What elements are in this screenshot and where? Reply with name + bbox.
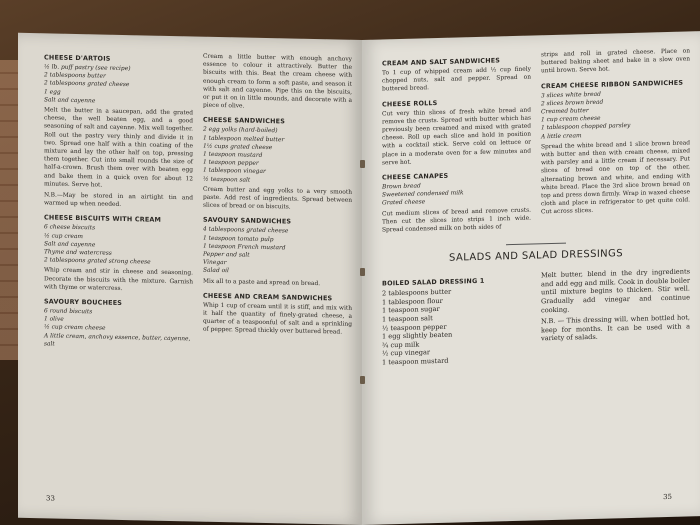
open-book <box>18 40 700 525</box>
recipe-method: Whip cream and stir in cheese and seasoning. Decorate the biscuits with the mixture. Garnish with thyme or watercress. <box>44 267 193 292</box>
recipe-method: Cream butter and egg yolks to a very smooth paste. Add rest of ingredients. Spread between slices of bread or on biscuits. <box>203 186 352 211</box>
recipe-title: CHEESE AND CREAM SANDWICHES <box>203 291 333 303</box>
ingredient: 1 egg slightly beaten <box>382 330 453 341</box>
ingredient: Brown bread <box>382 183 421 191</box>
ingredient: ¾ cup milk <box>382 340 420 350</box>
ingredient: 1 teaspoon French mustard <box>203 243 286 252</box>
ingredient: 1 teaspoon sugar <box>382 305 440 315</box>
ingredient: Pepper and salt <box>203 251 250 259</box>
ingredient: 1 egg <box>44 88 61 96</box>
recipe-method: Melt the butter in a saucepan, add the grated cheese, the well beaten egg, and a good seasoning of salt and cayenne. Mix well together. Roll out the pastry very thinly and divide it in two. Spread one half with a thin coating of the mixture and lay the other half on top, pressing them together. Cut into small rounds the size of half-a-crown. Brush them over with beaten egg and bake them in a quick oven for about 12 minutes. Serve hot. <box>44 107 193 189</box>
ingredient: 1 tablespoon chopped parsley <box>541 123 631 132</box>
recipe-title: SAVOURY SANDWICHES <box>203 216 292 226</box>
ingredient: ½ teaspoon pepper <box>382 322 447 333</box>
recipe-title: BOILED SALAD DRESSING 1 <box>382 277 485 288</box>
ingredient-list <box>382 286 531 367</box>
recipe-method: Mix all to a paste and spread on bread. <box>203 278 321 287</box>
ingredient: 1 olive <box>44 316 64 324</box>
staple <box>360 376 365 384</box>
ingredient: 6 cheese biscuits <box>44 224 96 232</box>
recipe-title: CHEESE CANAPES <box>382 171 449 182</box>
ingredient: ½ teaspoon salt <box>203 176 251 184</box>
boiled-dressing-method <box>541 266 690 363</box>
ingredient: 1 tablespoon melted butter <box>203 135 285 143</box>
ingredient: 2 tablespoons butter <box>44 72 106 80</box>
left-page <box>18 33 362 525</box>
recipe-method: Cut very thin slices of fresh white bread and remove the crusts. Spread with butter which has previously been creamed and mixed with grated cheese. Roll up each slice and hold in position with a cocktail stick. Serve cold on lettuce or place in a moderate oven for a few minutes and serve hot. <box>382 107 531 167</box>
ingredient: 2 slices brown bread <box>541 99 604 108</box>
ingredient: ½ cup vinegar <box>382 348 431 358</box>
ingredient: Thyme and watercress <box>44 249 112 257</box>
ingredient: Salt and cayenne <box>44 241 96 249</box>
recipe-title: CHEESE ROLLS <box>382 98 438 109</box>
left-column-2 <box>203 51 352 355</box>
left-page-number: 33 <box>46 494 55 503</box>
staple <box>360 268 365 276</box>
boiled-dressing-ingredients <box>382 270 531 367</box>
ingredient: 2 tablespoons grated cheese <box>44 80 130 89</box>
ingredient: 1 cup cream cheese <box>541 115 601 124</box>
recipe-method: Melt butter, blend in the dry ingredients and add egg and milk. Cook in double boiler until mixture begins to thicken. Stir well. Gradually add vinegar and continue cooking. <box>541 267 690 314</box>
recipe-title: CHEESE BISCUITS WITH CREAM <box>44 213 162 225</box>
right-page <box>362 31 700 525</box>
ingredient: Salad oil <box>203 268 229 275</box>
ingredient: 1 tablespoon flour <box>382 296 443 307</box>
right-page-number: 35 <box>663 492 672 502</box>
recipe-method: Cream a little butter with enough anchovy essence to colour it attractively. Butter the biscuits with this. Beat the cream cheese with enough cream to form a soft paste, and season it with salt and cayenne. Pipe this on the biscuits, or put it on in little mounds, and decorate with a piece of olive. <box>203 53 352 110</box>
left-column-1 <box>44 47 193 351</box>
ingredient: 1 teaspoon pepper <box>203 159 259 168</box>
ingredient: 3 slices white bread <box>541 91 601 99</box>
staple <box>360 160 365 168</box>
ingredient: Vinegar <box>203 259 227 267</box>
section-divider <box>506 243 566 246</box>
ingredient: 6 round biscuits <box>44 308 93 316</box>
recipe-title: CHEESE SANDWICHES <box>203 116 285 126</box>
ingredient: 2 tablespoons grated strong cheese <box>44 257 151 266</box>
recipe-title: SAVOURY BOUCHEES <box>44 297 123 308</box>
recipe-method: Whip 1 cup of cream until it is stiff, and mix with it half the quantity of finely-grated cheese, a quarter of a teaspoonful of salt and a sprinkling of pepper. Spread thickly over buttered bread. <box>203 302 352 337</box>
ingredient: 1 teaspoon mustard <box>203 151 263 159</box>
binding-staples <box>360 160 366 440</box>
ingredient: 2 tablespoons butter <box>382 287 452 298</box>
ingredient: Grated cheese <box>382 199 426 207</box>
recipe-title: CHEESE D'ARTOIS <box>44 53 111 63</box>
recipe-title: CREAM AND SALT SANDWICHES <box>382 56 501 68</box>
recipe-method: Spread the white bread and 1 slice brown bread with butter and then with cream cheese, mixed with parsley and a little cream if necessary. Put slices of bread one on top of the other, alternating brown and white, and ending with white bread. Place the 3rd slice brown bread on top and press down firmly. Wrap in waxed cheese cloth and place in refrigerator to get quite cold. Cut across slices. <box>541 140 690 216</box>
ingredient: ½ cup cream <box>44 232 84 240</box>
ingredient: A little cream, anchovy essence, butter, cayenne, salt <box>44 333 191 348</box>
recipe-method: strips and roll in grated cheese. Place on buttered baking sheet and bake in a slow oven until brown. Serve hot. <box>541 48 690 75</box>
ingredient: A little cream <box>541 132 582 140</box>
ingredient: ½ cup cream cheese <box>44 324 106 333</box>
recipe-note: N.B.—May be stored in an airtight tin and warmed up when needed. <box>44 192 193 209</box>
recipe-note: N.B. — This dressing will, when bottled hot, keep for months. It can be used with a variety of salads. <box>541 313 690 343</box>
ingredient: 1 teaspoon mustard <box>382 356 449 367</box>
section-title: SALADS AND SALAD DRESSINGS <box>449 248 623 264</box>
recipe-method: To 1 cup of whipped cream add ½ cup finely chopped nuts, salt and pepper. Spread on buttered bread. <box>382 66 531 93</box>
ingredient: 1 teaspoon tomato pulp <box>203 235 274 243</box>
ingredient: Salt and cayenne <box>44 97 96 105</box>
ingredient: ½ lb. puff pastry (see recipe) <box>44 64 131 73</box>
right-column-2 <box>541 45 690 233</box>
ingredient: 2 egg yolks (hard-boiled) <box>203 127 278 135</box>
ingredient: 4 tablespoons grated cheese <box>203 227 289 235</box>
ingredient: 1 teaspoon salt <box>382 314 433 324</box>
ingredient: 1½ cups grated cheese <box>203 143 273 151</box>
ingredient: Sweetened condensed milk <box>382 190 464 199</box>
recipe-title: CREAM CHEESE RIBBON SANDWICHES <box>541 78 684 90</box>
recipe-method: Cut medium slices of bread and remove crusts. Then cut the slices into strips 1 inch wide. Spread condensed milk on both sides of <box>382 207 531 234</box>
ingredient: 1 tablespoon vinegar <box>203 168 266 176</box>
right-column-1 <box>382 50 531 238</box>
ingredient: Creamed butter <box>541 108 589 116</box>
